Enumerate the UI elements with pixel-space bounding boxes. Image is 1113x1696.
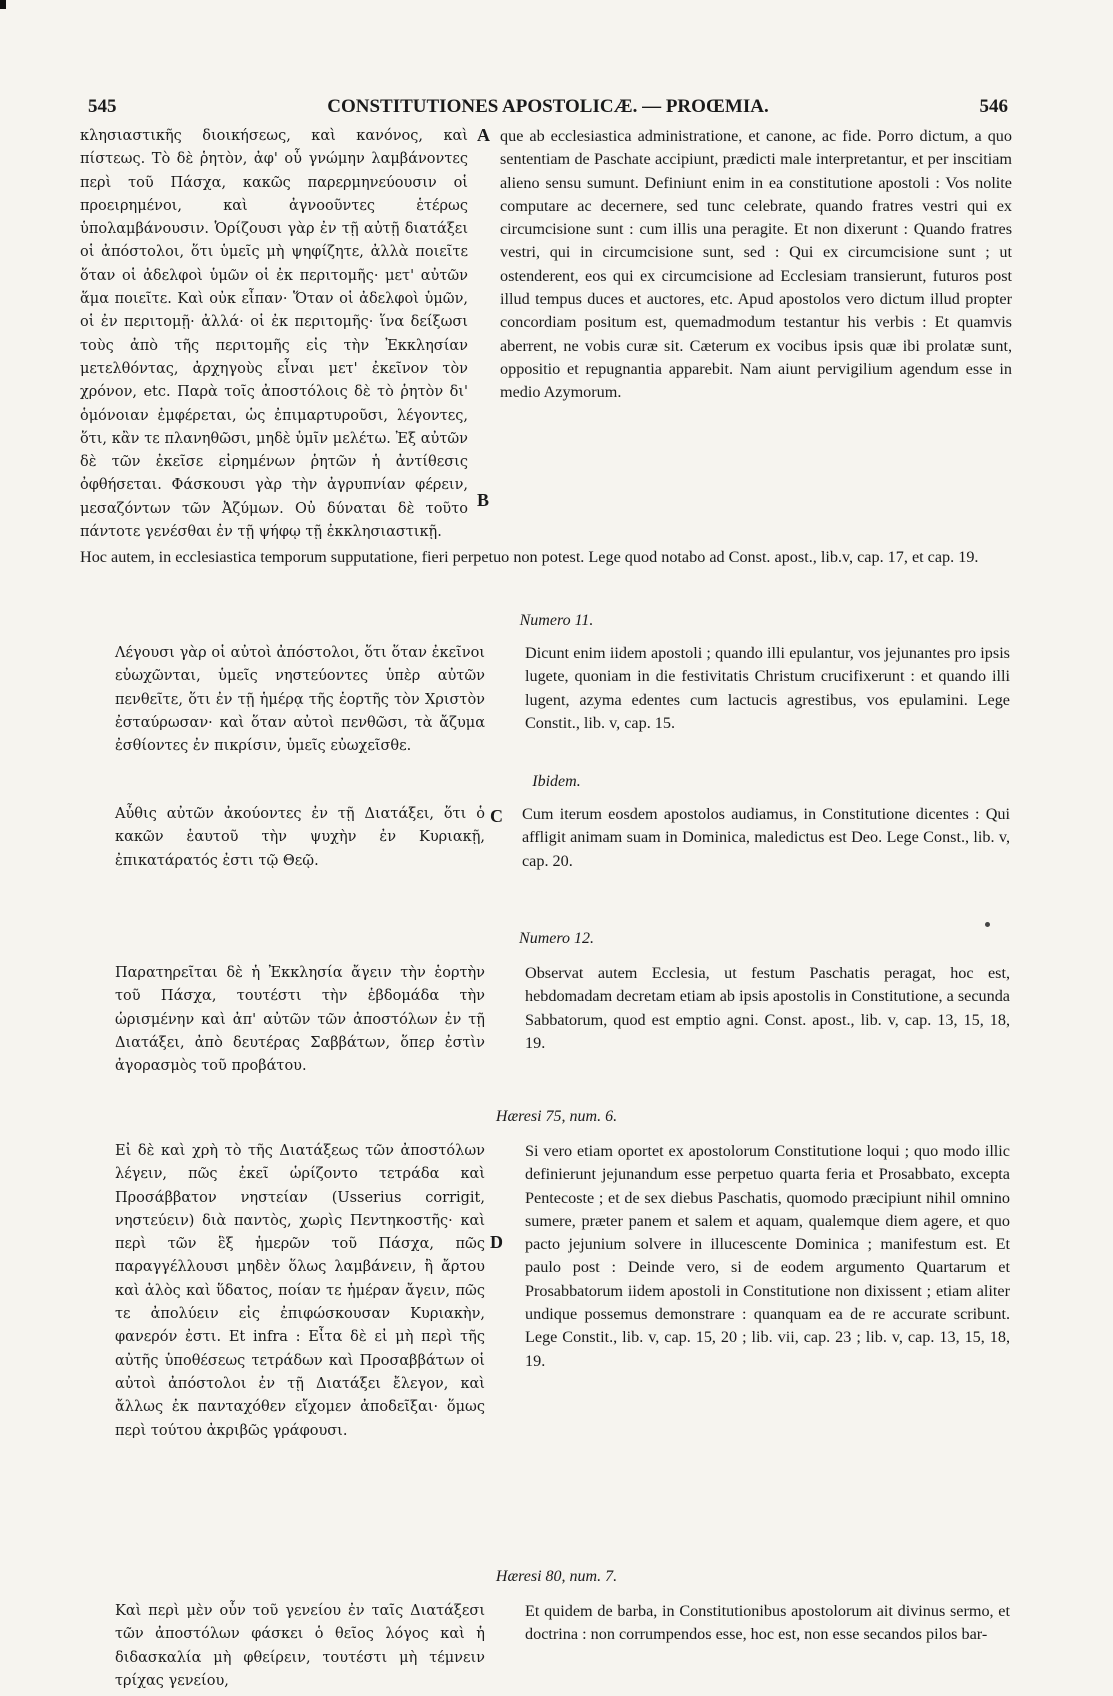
print-speck (985, 922, 990, 927)
latin-column-1: que ab ecclesiastica administratione, et canone, ac fide. Porro dictum, a quo sententiam de Paschate accipiunt, prædicti male interpretantur, et per inscitiam alieno sensu sumunt. Definiunt enim in ea constitutione apostoli : Vos nolite computare ac decernere, sed tunc celebrate, quando fratres vestri qui ex circumcisione sunt : cum illis una peragite. Et non dixerunt : Quando fratres vestri, qui in circumcisione sunt, sed : Qui ex circumcisione sunt ; ut ostenderent, eos qui ex circumcisione ad Ecclesiam transierunt, futuros post illud tempus duces et auctores, etc. Apud apostolos vero dictum illud propter concordiam positum est, quemadmodum testantur his verbis : Et quamvis aberrent, ne vobis curæ sit. Cæterum ex vocibus ipsis quæ ibi prolatæ sunt, oppositio et repugnantia apparebit. Nam aiunt pervigilium agendum esse in medio Azymorum. (500, 127, 1012, 402)
margin-marker-a: A (477, 125, 490, 145)
page-number-left: 545 (88, 96, 117, 117)
margin-marker-b: B (477, 490, 490, 510)
greek-column-3: Αὖθις αὐτῶν ἀκούοντες ἐν τῇ Διατάξει, ὅτι ὁ κακῶν ἑαυτοῦ τὴν ψυχὴν ἐν Κυριακῇ, ἐπικατάρατός ἐστι τῷ Θεῷ. (115, 806, 485, 869)
greek-column-6: Καὶ περὶ μὲν οὖν τοῦ γενείου ἐν ταῖς Διατάξεσι τῶν ἀποστόλων φάσκει ὁ θεῖος λόγος καὶ ἡ διδασκαλία μὴ φθείρειν, τουτέστι μὴ τέμνειν τρίχας γενείου, (115, 1603, 485, 1689)
section-heading-haeresi-75: Hæresi 75, num. 6. (495, 1108, 618, 1125)
full-width-paragraph-1: Hoc autem, in ecclesiastica temporum supputatione, fieri perpetuo non potest. Lege quod notabo ad Const. apost., lib.v, cap. 17, et cap. 19. (80, 548, 979, 566)
greek-column-5: Εἰ δὲ καὶ χρὴ τὸ τῆς Διατάξεως τῶν ἀποστόλων λέγειν, πῶς ἐκεῖ ὡρίζοντο τετράδα καὶ Προσάββατον νηστείαν (Usserius corrigit, νηστεύειν) διὰ παντὸς, χωρὶς Πεντηκοστῆς· καὶ περὶ τῶν ἓξ ἡμερῶν τοῦ Πάσχα, πῶς παραγγέλλουσι μηδὲν ὅλως λαμβάνειν, ἢ ἄρτου καὶ ἁλὸς καὶ ὕδατος, ποίαν τε ἡμέραν ἄγειν, πῶς τε ἀπολύειν εἰς ἐπιφώσκουσαν Κυριακὴν, φανερόν ἐστι. Et infra : Εἶτα δὲ εἰ μὴ περὶ τῆς αὐτῆς ὑποθέσεως τετράδων καὶ Προσαββάτων οἱ αὐτοὶ ἀπόστολοι ἐν τῇ Διατάξει ἔλεγον, καὶ ἄλλως ἐκ πανταχόθεν εἴχομεν ἀποδεῖξαι· ὅμως περὶ τούτου ἀκριβῶς γράφουσι. (115, 1143, 485, 1439)
running-header (88, 96, 1008, 122)
latin-column-4: Observat autem Ecclesia, ut festum Paschatis peragat, hoc est, hebdomadam decretam etiam ab ipsis apostolis in Constitutione, a secunda Sabbatorum, quod est emptio agni. Const. apost., lib. v, cap. 13, 15, 18, 19. (525, 964, 1010, 1052)
page-number-right: 546 (979, 96, 1008, 117)
latin-column-3: Cum iterum eosdem apostolos audiamus, in Constitutione dicentes : Qui affligit animam suam in Dominica, maledictus est Deo. Lege Const., lib. v, cap. 20. (522, 805, 1010, 870)
latin-column-6: Et quidem de barba, in Constitutionibus apostolorum ait divinus sermo, et doctrina : non corrumpendos esse, hoc est, non esse secandos pilos bar- (525, 1602, 1010, 1644)
greek-column-1: κλησιαστικῆς διοικήσεως, καὶ κανόνος, καὶ πίστεως. Τὸ δὲ ῥητὸν, ἀφ' οὗ γνώμην λαμβάνοντες περὶ τοῦ Πάσχα, κακῶς παρερμηνεύουσιν οἱ προειρημένοι, καὶ ἀγνοοῦντες ἑτέρως ὑπολαμβάνουσιν. Ὁρίζουσι γὰρ ἐν τῇ αὐτῇ διατάξει οἱ ἀπόστολοι, ὅτι ὑμεῖς μὴ ψηφίζητε, ἀλλὰ ποιεῖτε ὅταν οἱ ἀδελφοὶ ὑμῶν οἱ ἐκ περιτομῆς· μετ' αὐτῶν ἅμα ποιεῖτε. Καὶ οὐκ εἶπαν· Ὅταν οἱ ἀδελφοὶ ὑμῶν, οἱ ἐν περιτομῇ· ἀλλά· οἱ ἐκ περιτομῆς· ἵνα δείξωσι τοὺς ἀπὸ τῆς περιτομῆς εἰς τὴν Ἐκκλησίαν μετελθόντας, ἀρχηγοὺς εἶναι μετ' ἐκεῖνον τὸν χρόνον, etc. Παρὰ τοῖς ἀποστόλοις δὲ τὸ ῥητὸν δι' ὁμόνοιαν ἐμφέρεται, ὡς ἐπιμαρτυροῦσι, λέγοντες, ὅτι, κἂν τε πλανηθῶσι, μηδὲ ὑμῖν μελέτω. Ἐξ αὐτῶν δὲ τῶν ἐκεῖσε εἰρημένων ῥητῶν ἡ ἀντίθεσις ὀφθήσεται. Φάσκουσι γὰρ τὴν ἀγρυπνίαν φέρειν, μεσαζόντων τῶν Ἀζύμων. Οὐ δύναται δὲ τοῦτο πάντοτε γενέσθαι ἐν τῇ ψήφῳ τῇ ἐκκλησιαστικῇ. (80, 128, 468, 541)
greek-column-4: Παρατηρεῖται δὲ ἡ Ἐκκλησία ἄγειν τὴν ἑορτὴν τοῦ Πάσχα, τουτέστι τὴν ἑβδομάδα τὴν ὡρισμένην καὶ ἀπ' αὐτῶν τῶν ἀποστόλων ἐν τῇ Διατάξει, ἀπὸ δευτέρας Σαββάτων, ὅπερ ἐστὶν ἀγορασμὸς τοῦ προβάτου. (115, 965, 485, 1075)
page-edge-mark (0, 0, 6, 9)
section-heading-numero-12: Numero 12. (519, 930, 594, 947)
greek-column-2: Λέγουσι γὰρ οἱ αὐτοὶ ἀπόστολοι, ὅτι ὅταν ἐκεῖνοι εὐωχῶνται, ὑμεῖς νηστεύοντες ὑπὲρ αὐτῶν πενθεῖτε, ὅτι ἐν τῇ ἡμέρᾳ τῆς ἑορτῆς τὸν Χριστὸν ἐσταύρωσαν· καὶ ὅταν αὐτοὶ πενθῶσι, τὰ ἄζυμα ἐσθίοντες ἐν πικρίσιν, ὑμεῖς εὐωχεῖσθε. (115, 645, 485, 755)
section-heading-haeresi-80: Hæresi 80, num. 7. (495, 1568, 618, 1585)
section-heading-numero-11: Numero 11. (519, 612, 594, 629)
margin-marker-d: D (490, 1232, 503, 1252)
latin-column-2: Dicunt enim iidem apostoli ; quando illi epulantur, vos jejunantes pro ipsis lugete, quoniam in die festivitatis Christum crucifixerunt : et quando illi lugent, azyma edentes cum lactucis agrestibus, vos epulamini. Lege Constit., lib. v, cap. 15. (525, 644, 1010, 732)
latin-column-5: Si vero etiam oportet ex apostolorum Constitutione loqui ; quo modo illic definierunt jejunandum esse perpetuo quarta feria et Prosabbato, excepta Pentecoste ; et de sex diebus Paschatis, quomodo præcipiunt nihil omnino sumere, præter panem et salem et aquam, qualemque diem agere, et quo pacto jejunium solvere in illucescente Dominica ; manifestum est. Et paulo post : Deinde vero, si de eodem argumento Quartarum et Prosabbatorum iidem apostoli in Constitutione non dixissent ; etiam aliter undique possemus demonstrare : quanquam ea de re accurate scribunt. Lege Constit., lib. v, cap. 15, 20 ; lib. vii, cap. 23 ; lib. v, cap. 13, 15, 18, 19. (525, 1142, 1010, 1370)
section-heading-ibidem: Ibidem. (532, 773, 581, 790)
page-title: CONSTITUTIONES APOSTOLICÆ. — PROŒMIA. (327, 96, 769, 117)
margin-marker-c: C (490, 806, 503, 826)
